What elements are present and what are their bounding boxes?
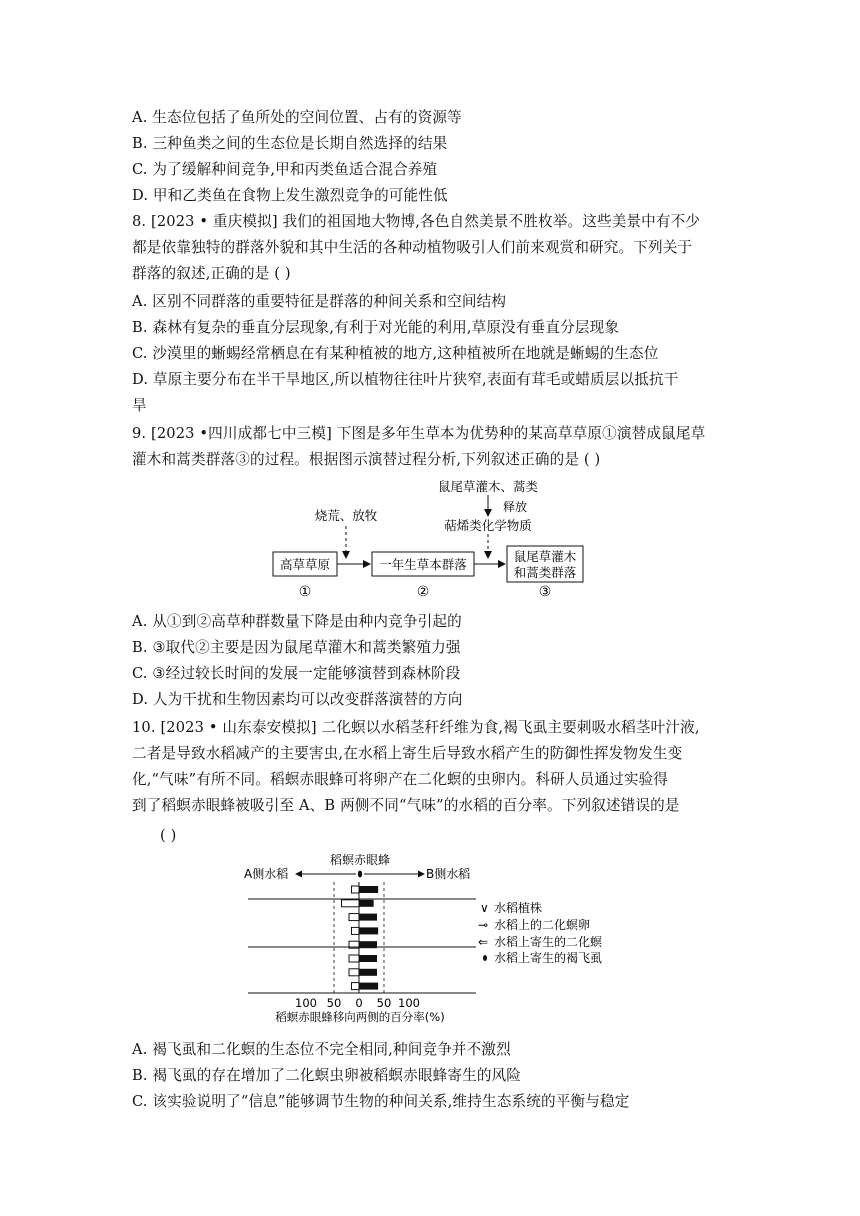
diagram-release: 释放 <box>503 500 528 514</box>
q7-option-a: A. 生态位包括了鱼所处的空间位置、占有的资源等 <box>132 109 462 126</box>
q8-option-b: B. 森林有复杂的垂直分层现象,有利于对光能的利用,草原没有垂直分层现象 <box>132 319 620 336</box>
q8-option-c: C. 沙漠里的蜥蜴经常栖息在有某种植被的地方,这种植被所在地就是蜥蜴的生态位 <box>132 345 659 362</box>
q10-stem-line3: 化,“气味”有所不同。稻螟赤眼蜂可将卵产在二化螟的虫卵内。科研人员通过实验得 <box>132 771 669 788</box>
bar-a-side <box>349 914 359 921</box>
bar-group <box>342 886 379 990</box>
legend-item-plant: 水稻植株 <box>494 901 543 915</box>
diagram-chemical: 萜烯类化学物质 <box>444 518 532 533</box>
box3-label-1: 鼠尾草灌木 <box>513 549 577 564</box>
x-tick-label: 100 <box>295 996 317 1010</box>
q10-stem-line2: 二者是导致水稻减产的主要害虫,在水稻上寄生后导致水稻产生的防御性挥发物发生变 <box>132 745 683 762</box>
bar-b-side <box>359 927 378 934</box>
wasp-icon <box>358 871 362 878</box>
figure-right-label: B侧水稻 <box>426 867 471 881</box>
q8-stem-line2: 都是依靠独特的群落外貌和其中生活的各种动植物吸引人们前来观赏和研究。下列关于 <box>132 239 693 256</box>
bar-a-side <box>352 886 360 893</box>
q9-option-b: B. ③取代②主要是因为鼠尾草灌木和蒿类繁殖力强 <box>132 639 461 656</box>
wasp-choice-figure <box>240 852 620 1024</box>
bar-a-side <box>349 969 359 976</box>
figure-legend <box>478 900 603 965</box>
diagram-num-1: ① <box>298 584 312 600</box>
q9-option-d: D. 人为干扰和生物因素均可以改变群落演替的方向 <box>132 691 463 708</box>
bar-b-side <box>359 886 378 893</box>
q10-option-b: B. 褐飞虱的存在增加了二化螟虫卵被稻螟赤眼蜂寄生的风险 <box>132 1067 522 1084</box>
x-tick-label: 100 <box>398 996 420 1010</box>
bar-b-side <box>359 955 377 962</box>
bar-b-side <box>359 983 378 990</box>
diagram-num-3: ③ <box>538 584 552 600</box>
figure-left-label: A侧水稻 <box>244 867 289 881</box>
legend-egg-icon: ⊸ <box>478 918 489 932</box>
q8-stem-line1: 8. [2023 • 重庆模拟] 我们的祖国地大物博,各色自然美景不胜枚举。这些美景中有不少 <box>132 213 701 230</box>
q8-option-d: D. 草原主要分布在半干旱地区,所以植物往往叶片狭窄,表面有茸毛或蜡质层以抵抗干 <box>132 371 679 388</box>
bar-a-side <box>349 955 359 962</box>
legend-planthopper-icon <box>483 955 487 961</box>
q9-stem-line2: 灌木和蒿类群落③的过程。根据图示演替过程分析,下列叙述正确的是 ( ) <box>132 451 601 468</box>
q10-option-a: A. 褐飞虱和二化螟的生态位不完全相同,种间竞争并不激烈 <box>132 1041 511 1058</box>
q8-option-d-cont: 旱 <box>132 397 147 414</box>
x-tick-label: 50 <box>326 996 342 1010</box>
q10-stem-line4: 到了稻螟赤眼蜂被吸引至 A、B 两侧不同“气味”的水稻的百分率。下列叙述错误的是 <box>132 797 680 814</box>
q7-option-c: C. 为了缓解种间竞争,甲和丙类鱼适合混合养殖 <box>132 161 438 178</box>
q10-stem-line1: 10. [2023 • 山东泰安模拟] 二化螟以水稻茎秆纤维为食,褐飞虱主要刺吸水稻茎叶汁液, <box>132 719 700 736</box>
bar-a-side <box>342 900 360 907</box>
diagram-num-2: ② <box>416 584 430 600</box>
diagram-disturbance: 烧荒、放牧 <box>314 508 378 523</box>
legend-item-planthopper: 水稻上寄生的褐飞虱 <box>494 951 603 965</box>
q9-stem-line1: 9. [2023 •四川成都七中三模] 下图是多年生草本为优势种的某高草草原①演替成鼠尾草 <box>132 425 706 442</box>
q8-stem-line3: 群落的叙述,正确的是 ( ) <box>132 265 291 282</box>
box2-label: 一年生草本群落 <box>379 557 467 572</box>
x-tick-label: 0 <box>355 996 363 1010</box>
box3-label-2: 和蒿类群落 <box>513 565 577 580</box>
figure-xlabel: 稻螟赤眼蜂移向两侧的百分率(%) <box>275 1010 445 1024</box>
tick-labels <box>295 996 420 1010</box>
diagram-top-label: 鼠尾草灌木、蒿类 <box>437 479 539 494</box>
q9-option-a: A. 从①到②高草种群数量下降是由种内竞争引起的 <box>132 613 462 630</box>
q10-option-c: C. 该实验说明了“信息”能够调节生物的种间关系,维持生态系统的平衡与稳定 <box>132 1093 630 1110</box>
bar-b-side <box>359 914 377 921</box>
legend-item-borer: 水稻上寄生的二化螟 <box>494 935 603 949</box>
box1-label: 高草草原 <box>279 557 331 572</box>
legend-plant-icon: ∨ <box>480 901 489 915</box>
bar-b-side <box>359 969 377 976</box>
bar-a-side <box>352 927 360 934</box>
q7-option-d: D. 甲和乙类鱼在食物上发生激烈竞争的可能性低 <box>132 187 448 204</box>
bar-a-side <box>352 983 360 990</box>
legend-item-egg: 水稻上的二化螟卵 <box>494 918 591 932</box>
q7-option-b: B. 三种鱼类之间的生态位是长期自然选择的结果 <box>132 135 448 152</box>
figure-title: 稻螟赤眼蜂 <box>329 853 391 867</box>
q8-option-a: A. 区别不同群落的重要特征是群落的种间关系和空间结构 <box>132 293 507 310</box>
x-tick-label: 50 <box>376 996 392 1010</box>
bar-b-side <box>359 900 374 907</box>
succession-diagram <box>270 476 600 602</box>
q9-option-c: C. ③经过较长时间的发展一定能够演替到森林阶段 <box>132 665 461 682</box>
q10-answer-paren: ( ) <box>160 827 177 844</box>
legend-borer-icon: ⇐ <box>478 935 489 949</box>
